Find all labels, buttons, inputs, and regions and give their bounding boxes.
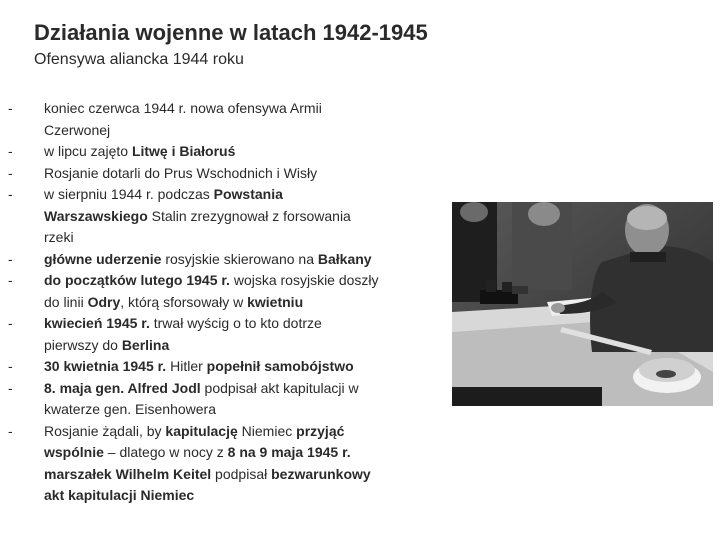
bullet-text: do linii — [44, 293, 88, 310]
bullet-line — [44, 120, 444, 142]
historical-photo — [452, 202, 713, 406]
bullet-item — [8, 270, 444, 313]
bullet-text: – dlatego w nocy z — [103, 444, 228, 460]
bullet-text: trwał wyścig o to kto dotrze — [149, 315, 322, 331]
bullet-text-bold: wspólnie — [44, 444, 104, 460]
bullet-dash: - — [8, 315, 13, 331]
bullet-dash: - — [8, 422, 13, 439]
bullet-line — [44, 442, 444, 464]
bullet-text: w sierpniu 1944 r. podczas — [44, 186, 214, 202]
page-title: Działania wojenne w latach 1942-1945 — [34, 20, 428, 45]
bullet-line — [44, 356, 444, 378]
page-subtitle: Ofensywa aliancka 1944 roku — [34, 51, 244, 68]
bullet-text-bold: Powstania — [213, 186, 283, 202]
bullet-dash: - — [8, 379, 13, 396]
bullet-dash: - — [8, 272, 13, 288]
bullet-item — [8, 378, 444, 421]
bullet-item — [8, 356, 444, 378]
bullet-dash: - — [8, 164, 13, 181]
bullet-text-bold: Litwę i Białoruś — [131, 143, 236, 159]
bullet-line — [44, 206, 444, 228]
bullet-text: kwaterze gen. Eisenhowera — [44, 401, 216, 417]
bullet-text-bold: kwiecień 1945 r. — [44, 315, 150, 331]
bullet-text-bold: 8 na 9 maja 1945 r. — [227, 444, 351, 460]
bullet-line — [44, 270, 444, 292]
bullet-dash: - — [8, 358, 13, 374]
bullet-text-bold: Berlina — [121, 336, 170, 353]
bullet-item — [8, 163, 444, 185]
bullet-item — [8, 313, 444, 356]
bullet-text: koniec czerwca 1944 r. nowa ofensywa Armii — [44, 100, 322, 116]
bullet-text: Rosjanie żądali, by — [44, 422, 166, 439]
bullet-line — [44, 227, 444, 249]
bullet-item — [8, 141, 444, 163]
bullet-text: rzeki — [44, 229, 74, 245]
bullet-text: pierwszy do — [44, 336, 122, 353]
bullet-line — [44, 485, 444, 507]
bullet-line — [44, 98, 444, 120]
photo-illustration — [452, 202, 713, 406]
bullet-text-bold: popełnił samobójstwo — [206, 358, 354, 374]
bullet-text-bold: kapitulację — [165, 422, 238, 439]
bullet-text-bold: 8. maja gen. Alfred Jodl — [44, 379, 201, 396]
bullet-text-bold: przyjąć — [296, 422, 345, 439]
bullet-line — [44, 335, 444, 357]
bullet-dash: - — [8, 186, 13, 202]
bullet-text: Czerwonej — [44, 121, 111, 138]
bullet-line — [44, 184, 444, 206]
bullet-text-bold: bezwarunkowy — [271, 465, 371, 482]
bullet-line — [44, 163, 444, 185]
bullet-text: podpisał akt kapitulacji w — [200, 379, 359, 396]
bullet-line — [44, 421, 444, 443]
bullet-dash: - — [8, 143, 13, 159]
bullet-text: rosyjskie skierowano na — [161, 250, 318, 267]
bullet-line — [44, 313, 444, 335]
bullet-text: wojska rosyjskie doszły — [229, 272, 379, 288]
bullet-text-bold: Warszawskiego — [44, 207, 148, 224]
bullet-text-bold: Odry — [87, 293, 121, 310]
bullet-text: , którą sforsowały w — [120, 293, 248, 310]
bullet-item — [8, 249, 444, 271]
bullet-text-bold: marszałek Wilhelm Keitel — [44, 465, 212, 482]
bullet-line — [44, 292, 444, 314]
bullet-text-bold: 30 kwietnia 1945 r. — [44, 358, 167, 374]
bullet-text: Rosjanie dotarli do Prus Wschodnich i Wisły — [44, 164, 318, 181]
bullet-text-bold: do początków lutego 1945 r. — [44, 272, 230, 288]
bullet-text: w lipcu zajęto — [44, 143, 132, 159]
bullet-line — [44, 464, 444, 486]
bullet-item — [8, 184, 444, 249]
bullet-line — [44, 141, 444, 163]
bullet-text-bold: główne uderzenie — [44, 250, 162, 267]
bullet-text-bold: kwietniu — [247, 293, 304, 310]
bullet-line — [44, 399, 444, 421]
bullet-text: Niemiec — [237, 422, 297, 439]
bullet-line — [44, 249, 444, 271]
bullet-text: Stalin zrezygnował z forsowania — [147, 207, 351, 224]
bullet-item — [8, 421, 444, 507]
bullet-text: Hitler — [166, 358, 207, 374]
bullet-list — [8, 98, 444, 507]
bullet-item — [8, 98, 444, 141]
bullet-line — [44, 378, 444, 400]
bullet-dash: - — [8, 100, 13, 116]
bullet-dash: - — [8, 250, 13, 267]
bullet-text-bold: Bałkany — [317, 250, 372, 267]
bullet-text-bold: akt kapitulacji Niemiec — [44, 487, 195, 503]
bullet-text: podpisał — [211, 465, 272, 482]
